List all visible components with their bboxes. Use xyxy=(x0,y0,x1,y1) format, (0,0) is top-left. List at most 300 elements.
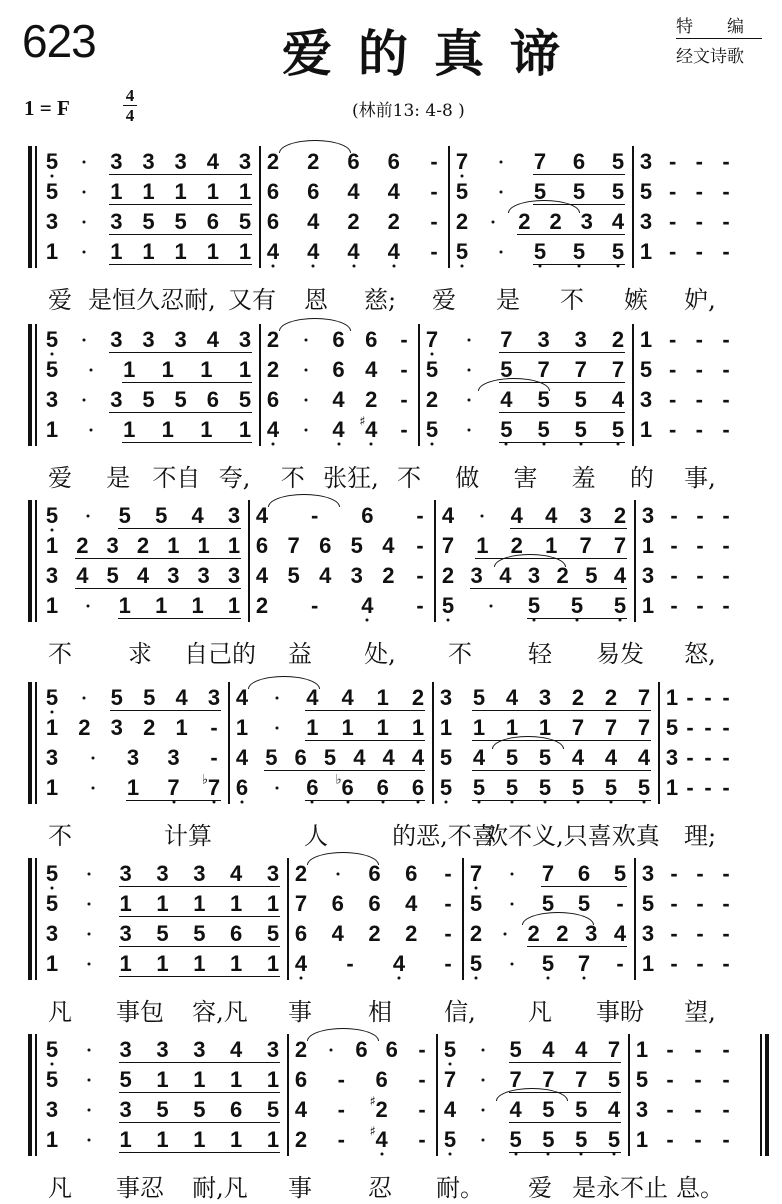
note-dash: - xyxy=(722,593,730,618)
note-dash: - xyxy=(444,861,452,886)
note: 5 xyxy=(119,1067,132,1092)
note: 3 xyxy=(110,149,123,174)
note: 5 xyxy=(613,861,627,886)
augmentation-dot xyxy=(500,161,503,164)
note: 3 xyxy=(119,1037,132,1062)
note: 5 xyxy=(45,179,59,204)
note: 5 xyxy=(238,387,252,412)
augmentation-dot xyxy=(481,1049,484,1052)
accidental: ♯ xyxy=(369,1094,376,1110)
note: 4 xyxy=(387,239,400,264)
note: 1 xyxy=(197,533,210,558)
note: 4 xyxy=(499,563,512,588)
note: 4 xyxy=(443,1097,457,1122)
note-dash: - xyxy=(337,1067,345,1092)
note: 6 xyxy=(577,861,591,886)
note: 5 xyxy=(443,1037,457,1062)
note-dash: - xyxy=(686,685,694,710)
lyric-syllable: 事 xyxy=(288,998,312,1026)
note: 4 xyxy=(332,387,345,412)
eighth-note-beam xyxy=(109,204,252,205)
augmentation-dot xyxy=(490,605,493,608)
note-dash: - xyxy=(670,503,678,528)
lyric-syllable: 爱 xyxy=(48,464,72,492)
slur xyxy=(307,1028,379,1041)
augmentation-dot xyxy=(468,399,471,402)
octave-dot-below xyxy=(461,175,464,178)
note-dash: - xyxy=(722,745,730,770)
note-dash: - xyxy=(668,239,677,264)
note: 2 xyxy=(136,533,150,558)
eighth-note-beam xyxy=(509,1152,621,1153)
note: 6 xyxy=(361,503,374,528)
note-dash: - xyxy=(416,563,424,588)
eighth-note-beam xyxy=(118,528,241,529)
time-signature-bottom: 4 xyxy=(125,106,135,125)
note: 1 xyxy=(142,239,155,264)
note: 5 xyxy=(193,1097,206,1122)
eighth-note-beam xyxy=(264,770,425,771)
note: 3 xyxy=(45,921,59,946)
octave-dot-below xyxy=(398,977,401,980)
note: 1 xyxy=(175,715,188,740)
note: 4 xyxy=(571,745,585,770)
note: 1 xyxy=(123,357,136,382)
note: 5 xyxy=(542,1127,555,1152)
note-dash: - xyxy=(400,327,408,352)
note: 3 xyxy=(207,685,221,710)
note: 4 xyxy=(294,951,308,976)
note: 5 xyxy=(613,593,627,618)
note: 4 xyxy=(611,209,625,234)
note-dash: - xyxy=(668,149,677,174)
system-start-bar xyxy=(28,500,32,622)
note: 6 xyxy=(387,149,400,174)
arranger-credit: 特编 xyxy=(676,17,778,37)
note: 1 xyxy=(635,1037,649,1062)
note: 4 xyxy=(353,745,366,770)
eighth-note-beam xyxy=(119,1122,280,1123)
note: 5 xyxy=(174,209,187,234)
note-dash: - xyxy=(722,775,730,800)
note-dash: - xyxy=(418,1067,426,1092)
note-dash: - xyxy=(444,951,452,976)
system-start-bar xyxy=(35,682,37,804)
augmentation-dot xyxy=(276,787,279,790)
lyric-syllable: 羞 xyxy=(571,464,596,492)
lyric-syllable: 张狂, xyxy=(323,464,379,492)
lyric-syllable: 嫉 xyxy=(624,286,648,314)
note: 2 xyxy=(425,387,439,412)
eighth-note-beam xyxy=(109,174,252,175)
augmentation-dot xyxy=(304,369,307,372)
accidental: ♯ xyxy=(369,1124,376,1140)
note: 3 xyxy=(45,745,59,770)
note-dash: - xyxy=(696,593,704,618)
note: 4 xyxy=(542,1037,555,1062)
note: 1 xyxy=(193,891,206,916)
note: 6 xyxy=(307,179,320,204)
note: 1 xyxy=(45,593,59,618)
note: 1 xyxy=(156,891,169,916)
lyric-syllable: 爱 xyxy=(432,286,456,314)
lyric-syllable: 处, xyxy=(364,640,396,668)
note: 5 xyxy=(323,745,337,770)
barline xyxy=(228,682,230,804)
augmentation-dot xyxy=(500,251,503,254)
note: 4 xyxy=(235,745,249,770)
note-dash: - xyxy=(696,951,704,976)
barline xyxy=(259,146,261,268)
lyric-syllable: 息。 xyxy=(676,1174,724,1202)
note: 3 xyxy=(635,1097,649,1122)
note: 4 xyxy=(347,179,360,204)
note: 1 xyxy=(119,1127,132,1152)
lyric-syllable: 不 xyxy=(448,640,472,668)
lyric-syllable: 求 xyxy=(128,640,152,668)
note-dash: - xyxy=(444,891,452,916)
note: 5 xyxy=(155,503,168,528)
note-dash: - xyxy=(696,533,704,558)
augmentation-dot xyxy=(89,429,92,432)
lyric-syllable: 事, xyxy=(684,464,716,492)
note-dash: - xyxy=(416,503,424,528)
note: 4 xyxy=(230,1037,243,1062)
octave-dot-below xyxy=(51,711,54,714)
note: 5 xyxy=(472,775,486,800)
note-dash: - xyxy=(616,951,624,976)
note-dash: - xyxy=(210,715,218,740)
note: 1 xyxy=(174,179,187,204)
augmentation-dot xyxy=(304,399,307,402)
note: 6 xyxy=(332,357,345,382)
note: 5 xyxy=(287,563,300,588)
note: 5 xyxy=(537,387,550,412)
note: 1 xyxy=(635,1127,649,1152)
lyric-syllable: 是 xyxy=(496,286,520,314)
barline xyxy=(432,682,434,804)
note: 7 xyxy=(542,1067,555,1092)
note-dash: - xyxy=(670,891,678,916)
note: 4 xyxy=(637,745,651,770)
note: 3 xyxy=(238,327,252,352)
eighth-note-beam xyxy=(110,710,221,711)
final-barline xyxy=(765,1034,769,1156)
note: 6 xyxy=(341,775,354,800)
note: 2 xyxy=(307,149,320,174)
augmentation-dot xyxy=(492,221,495,224)
note: 2 xyxy=(556,921,569,946)
note: 3 xyxy=(538,685,552,710)
note-dash: - xyxy=(337,1127,345,1152)
note-dash: - xyxy=(686,775,694,800)
note-dash: - xyxy=(695,327,703,352)
augmentation-dot xyxy=(500,191,503,194)
lyric-syllable: 爱 xyxy=(48,286,72,314)
note: 7 xyxy=(604,715,618,740)
octave-dot-below xyxy=(352,265,355,268)
augmentation-dot xyxy=(91,757,94,760)
eighth-note-beam xyxy=(499,352,625,353)
lyric-syllable: 欢不义,只喜欢真 xyxy=(484,822,660,850)
note: 1 xyxy=(230,891,243,916)
note-dash: - xyxy=(696,891,704,916)
note: 2 xyxy=(78,715,91,740)
note-dash: - xyxy=(695,357,703,382)
note: 5 xyxy=(604,775,618,800)
slur xyxy=(496,1088,568,1101)
note: 3 xyxy=(641,921,655,946)
note: 1 xyxy=(123,417,136,442)
note: 4 xyxy=(509,1097,522,1122)
note: 1 xyxy=(156,1127,169,1152)
note: 4 xyxy=(255,563,269,588)
note: 1 xyxy=(641,951,655,976)
note: 4 xyxy=(307,239,320,264)
note: 3 xyxy=(45,209,59,234)
score-system xyxy=(0,852,782,1028)
note: 7 xyxy=(613,533,627,558)
augmentation-dot xyxy=(83,191,86,194)
note-dash: - xyxy=(668,387,677,412)
note: 7 xyxy=(469,861,483,886)
note: 2 xyxy=(510,533,523,558)
eighth-note-beam xyxy=(472,710,651,711)
note: 4 xyxy=(235,685,249,710)
note: 3 xyxy=(174,327,187,352)
note-dash: - xyxy=(666,1067,674,1092)
note-dash: - xyxy=(704,685,712,710)
octave-dot-below xyxy=(431,353,434,356)
augmentation-dot xyxy=(83,339,86,342)
note: 2 xyxy=(411,685,425,710)
barline xyxy=(287,1034,289,1156)
note-dash: - xyxy=(670,533,678,558)
note: 2 xyxy=(347,209,360,234)
eighth-note-beam xyxy=(119,976,280,977)
note: 6 xyxy=(294,745,307,770)
note: 1 xyxy=(174,239,187,264)
note-dash: - xyxy=(722,861,730,886)
note: 2 xyxy=(368,921,381,946)
eighth-note-beam xyxy=(109,234,252,235)
note-dash: - xyxy=(722,1097,730,1122)
note-dash: - xyxy=(695,239,703,264)
note: 3 xyxy=(156,1037,169,1062)
lyric-syllable: 事 xyxy=(288,1174,312,1202)
barline xyxy=(418,324,420,446)
note: 7 xyxy=(575,1067,588,1092)
note: 4 xyxy=(611,387,625,412)
note: 5 xyxy=(509,1037,522,1062)
note: 5 xyxy=(537,417,550,442)
note: 4 xyxy=(382,745,395,770)
note: 5 xyxy=(575,1127,588,1152)
lyric-syllable: 事忍 xyxy=(116,1174,164,1202)
eighth-note-beam xyxy=(75,558,241,559)
accidental: ♭ xyxy=(201,772,209,788)
note: 4 xyxy=(500,387,513,412)
lyric-syllable: 忍 xyxy=(368,1174,392,1202)
key-signature: 1 = F xyxy=(24,96,70,120)
augmentation-dot xyxy=(503,933,506,936)
note: 1 xyxy=(206,179,219,204)
note: 7 xyxy=(294,891,308,916)
augmentation-dot xyxy=(304,339,307,342)
note: 2 xyxy=(613,503,627,528)
note: 5 xyxy=(156,921,169,946)
note: 6 xyxy=(230,921,243,946)
note: 2 xyxy=(294,1037,308,1062)
note: 1 xyxy=(238,179,252,204)
note: 1 xyxy=(665,685,679,710)
octave-dot-below xyxy=(51,887,54,890)
note: 5 xyxy=(665,715,679,740)
note-dash: - xyxy=(430,179,438,204)
note: 2 xyxy=(405,921,418,946)
augmentation-dot xyxy=(336,873,339,876)
lyric-syllable: 的恶,不喜 xyxy=(392,822,496,850)
eighth-note-beam xyxy=(499,412,625,413)
note: 1 xyxy=(376,685,389,710)
note: 6 xyxy=(266,179,280,204)
note: 4 xyxy=(255,503,269,528)
barline xyxy=(248,500,250,622)
lyric-syllable: 耐。 xyxy=(436,1174,484,1202)
note: 3 xyxy=(167,563,180,588)
note: 5 xyxy=(572,239,586,264)
note: 7 xyxy=(455,149,469,174)
augmentation-dot xyxy=(87,1049,90,1052)
note: 6 xyxy=(355,1037,368,1062)
note: 3 xyxy=(574,327,587,352)
octave-dot-below xyxy=(51,175,54,178)
note: 6 xyxy=(266,209,280,234)
eighth-note-beam xyxy=(305,800,425,801)
note: 3 xyxy=(470,563,483,588)
note-dash: - xyxy=(696,861,704,886)
eighth-note-beam xyxy=(305,740,425,741)
augmentation-dot xyxy=(83,161,86,164)
note: 3 xyxy=(266,1037,280,1062)
note: 3 xyxy=(639,387,653,412)
note: 5 xyxy=(266,1097,280,1122)
note: 5 xyxy=(607,1127,621,1152)
note: 3 xyxy=(350,563,363,588)
note: 2 xyxy=(469,921,483,946)
eighth-note-beam xyxy=(119,886,280,887)
note: 5 xyxy=(156,1097,169,1122)
lyric-syllable: 不 xyxy=(48,822,72,850)
note: 5 xyxy=(439,775,453,800)
lyric-syllable: 信, xyxy=(444,998,476,1026)
note: 4 xyxy=(510,503,523,528)
hymn-number: 623 xyxy=(22,15,96,67)
note: 3 xyxy=(527,563,541,588)
note: 4 xyxy=(191,503,204,528)
note: 4 xyxy=(613,921,627,946)
note: 2 xyxy=(294,1127,308,1152)
note-dash: - xyxy=(722,357,730,382)
note: 4 xyxy=(319,563,332,588)
augmentation-dot xyxy=(83,399,86,402)
note: 5 xyxy=(541,951,555,976)
lyric-syllable: 做 xyxy=(455,464,480,492)
note: 7 xyxy=(509,1067,522,1092)
note-dash: - xyxy=(722,563,730,588)
lyric-syllable: 夸, xyxy=(218,464,251,492)
note: 7 xyxy=(579,533,592,558)
augmentation-dot xyxy=(87,1109,90,1112)
note-dash: - xyxy=(722,951,730,976)
note: 4 xyxy=(375,1127,388,1152)
note: 1 xyxy=(266,1127,280,1152)
note: 3 xyxy=(639,149,653,174)
note: 6 xyxy=(347,149,360,174)
note: 5 xyxy=(607,1067,621,1092)
system-start-bar xyxy=(35,500,37,622)
note: 5 xyxy=(639,357,653,382)
note: 2 xyxy=(441,563,455,588)
note: 5 xyxy=(574,387,587,412)
note: 2 xyxy=(455,209,469,234)
lyric-syllable: 的 xyxy=(629,464,654,492)
note: 1 xyxy=(206,239,219,264)
note: 5 xyxy=(505,775,519,800)
note-dash: - xyxy=(444,921,452,946)
note: 5 xyxy=(142,209,155,234)
note: 5 xyxy=(443,1127,457,1152)
augmentation-dot xyxy=(481,1139,484,1142)
note: 5 xyxy=(142,387,155,412)
note: 4 xyxy=(266,239,280,264)
note-dash: - xyxy=(722,503,730,528)
note: 7 xyxy=(541,861,555,886)
system-start-bar xyxy=(35,1034,37,1156)
octave-dot-below xyxy=(241,801,244,804)
note: 5 xyxy=(585,563,598,588)
eighth-note-beam xyxy=(119,916,280,917)
barline xyxy=(436,1034,438,1156)
note: 1 xyxy=(200,417,213,442)
note-dash: - xyxy=(400,417,408,442)
note: 4 xyxy=(613,563,627,588)
note: 2 xyxy=(266,149,280,174)
note-dash: - xyxy=(430,239,438,264)
note-dash: - xyxy=(722,1127,730,1152)
octave-dot-below xyxy=(366,619,369,622)
octave-dot-below xyxy=(312,265,315,268)
note: 5 xyxy=(110,685,123,710)
accidental: ♭ xyxy=(335,772,342,788)
octave-dot-below xyxy=(337,443,340,446)
note: 1 xyxy=(161,417,174,442)
note: 6 xyxy=(331,891,344,916)
barline xyxy=(658,682,660,804)
note: 5 xyxy=(527,593,541,618)
barline xyxy=(634,500,636,622)
note: 5 xyxy=(542,1097,555,1122)
eighth-note-beam xyxy=(109,412,252,413)
note: 5 xyxy=(265,745,278,770)
note-dash: - xyxy=(695,209,703,234)
note-dash: - xyxy=(722,327,730,352)
note-dash: - xyxy=(616,891,624,916)
lyric-syllable: 爱 xyxy=(528,1174,552,1202)
note: 1 xyxy=(193,1127,206,1152)
note: 3 xyxy=(110,715,123,740)
eighth-note-beam xyxy=(533,174,625,175)
